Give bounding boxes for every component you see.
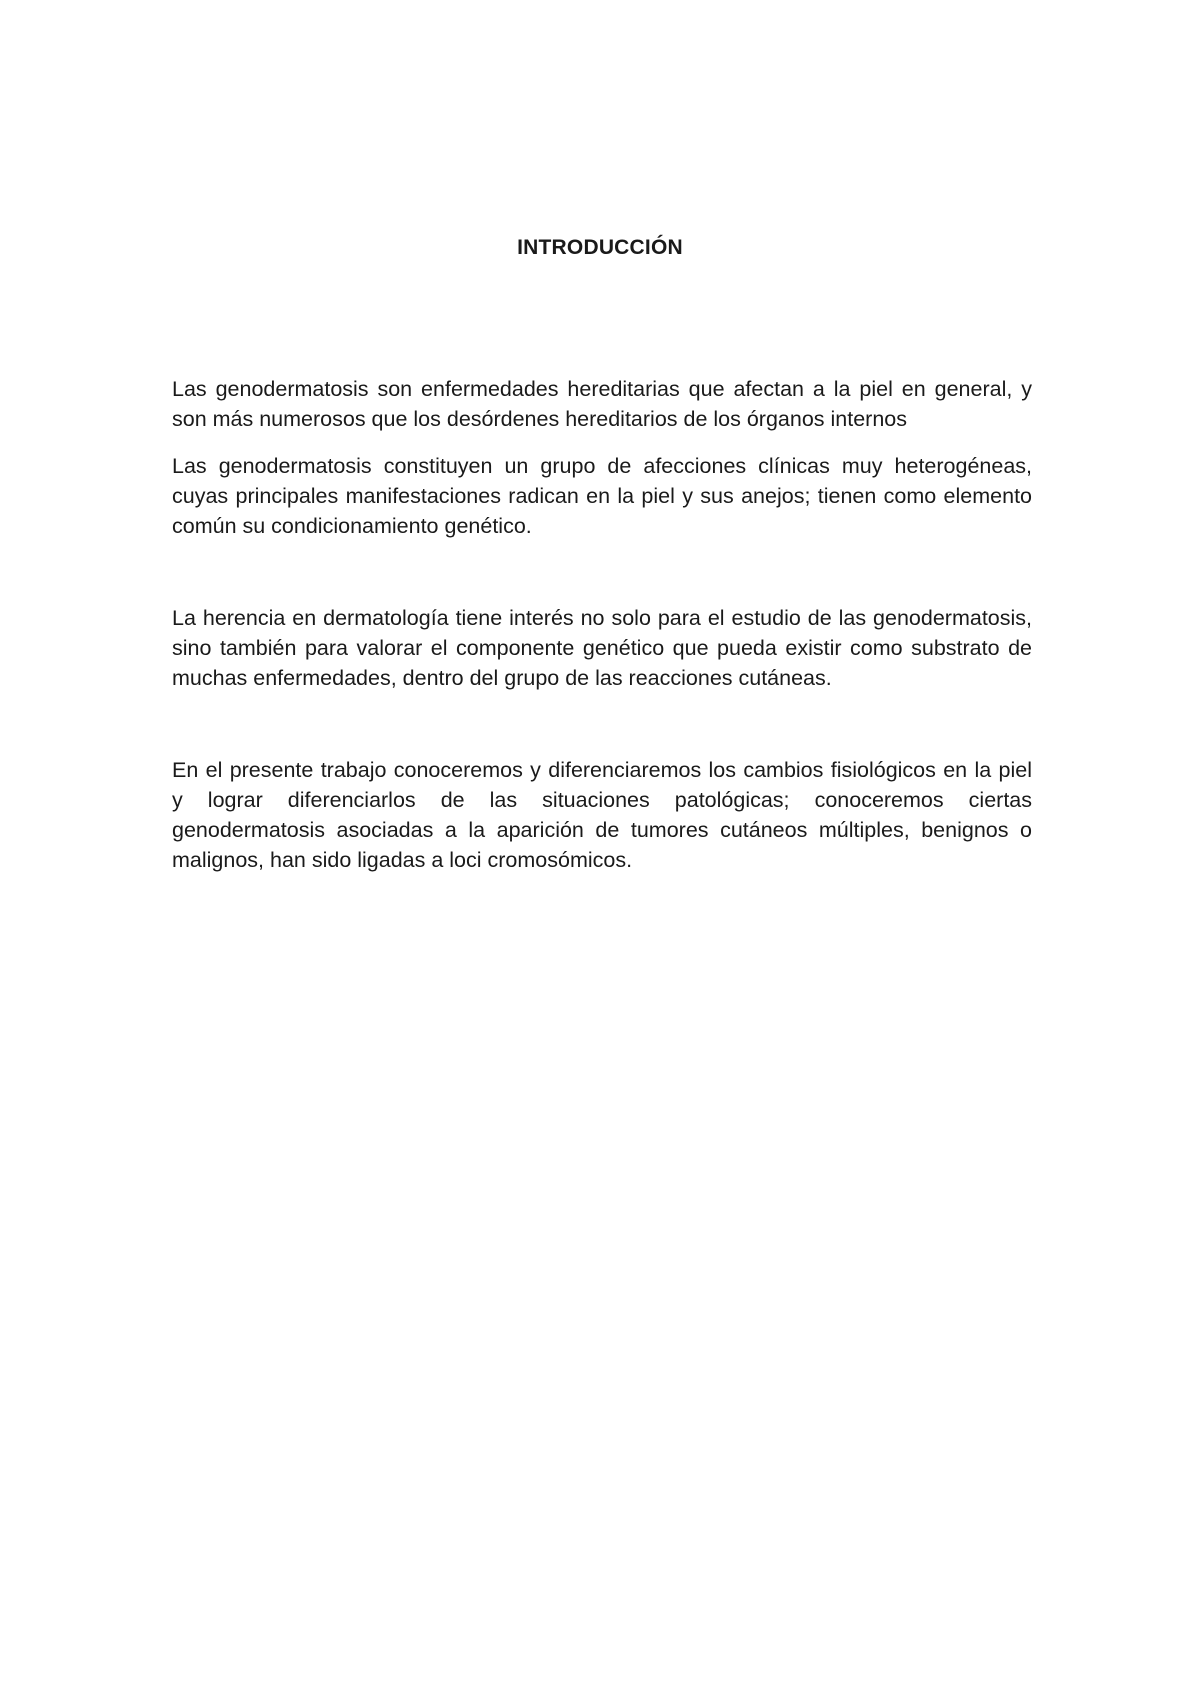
paragraph-3: La herencia en dermatología tiene interés no solo para el estudio de las genodermatosis, sino también para valorar el componente genético que pueda existir como substrato de muchas enfermedades, dentro del grupo de las reacciones cutáneas. (172, 606, 1032, 690)
paragraph-4: En el presente trabajo conoceremos y diferenciaremos los cambios fisiológicos en la piel y lograr diferenciarlos de las situaciones patológicas; conoceremos ciertas genodermatosis asociadas a la aparición de tumores cutáneos múltiples, benignos o malignos, han sido ligadas a loci cromosómicos. (172, 758, 1032, 872)
page-title: INTRODUCCIÓN (517, 236, 683, 259)
document-body (172, 374, 1032, 875)
paragraph-2: Las genodermatosis constituyen un grupo de afecciones clínicas muy heterogéneas, cuyas principales manifestaciones radican en la piel y sus anejos; tienen como elemento común su condicionamiento genético. (172, 454, 1032, 538)
paragraph-1: Las genodermatosis son enfermedades hereditarias que afectan a la piel en general, y son más numerosos que los desórdenes hereditarios de los órganos internos (172, 377, 1032, 431)
